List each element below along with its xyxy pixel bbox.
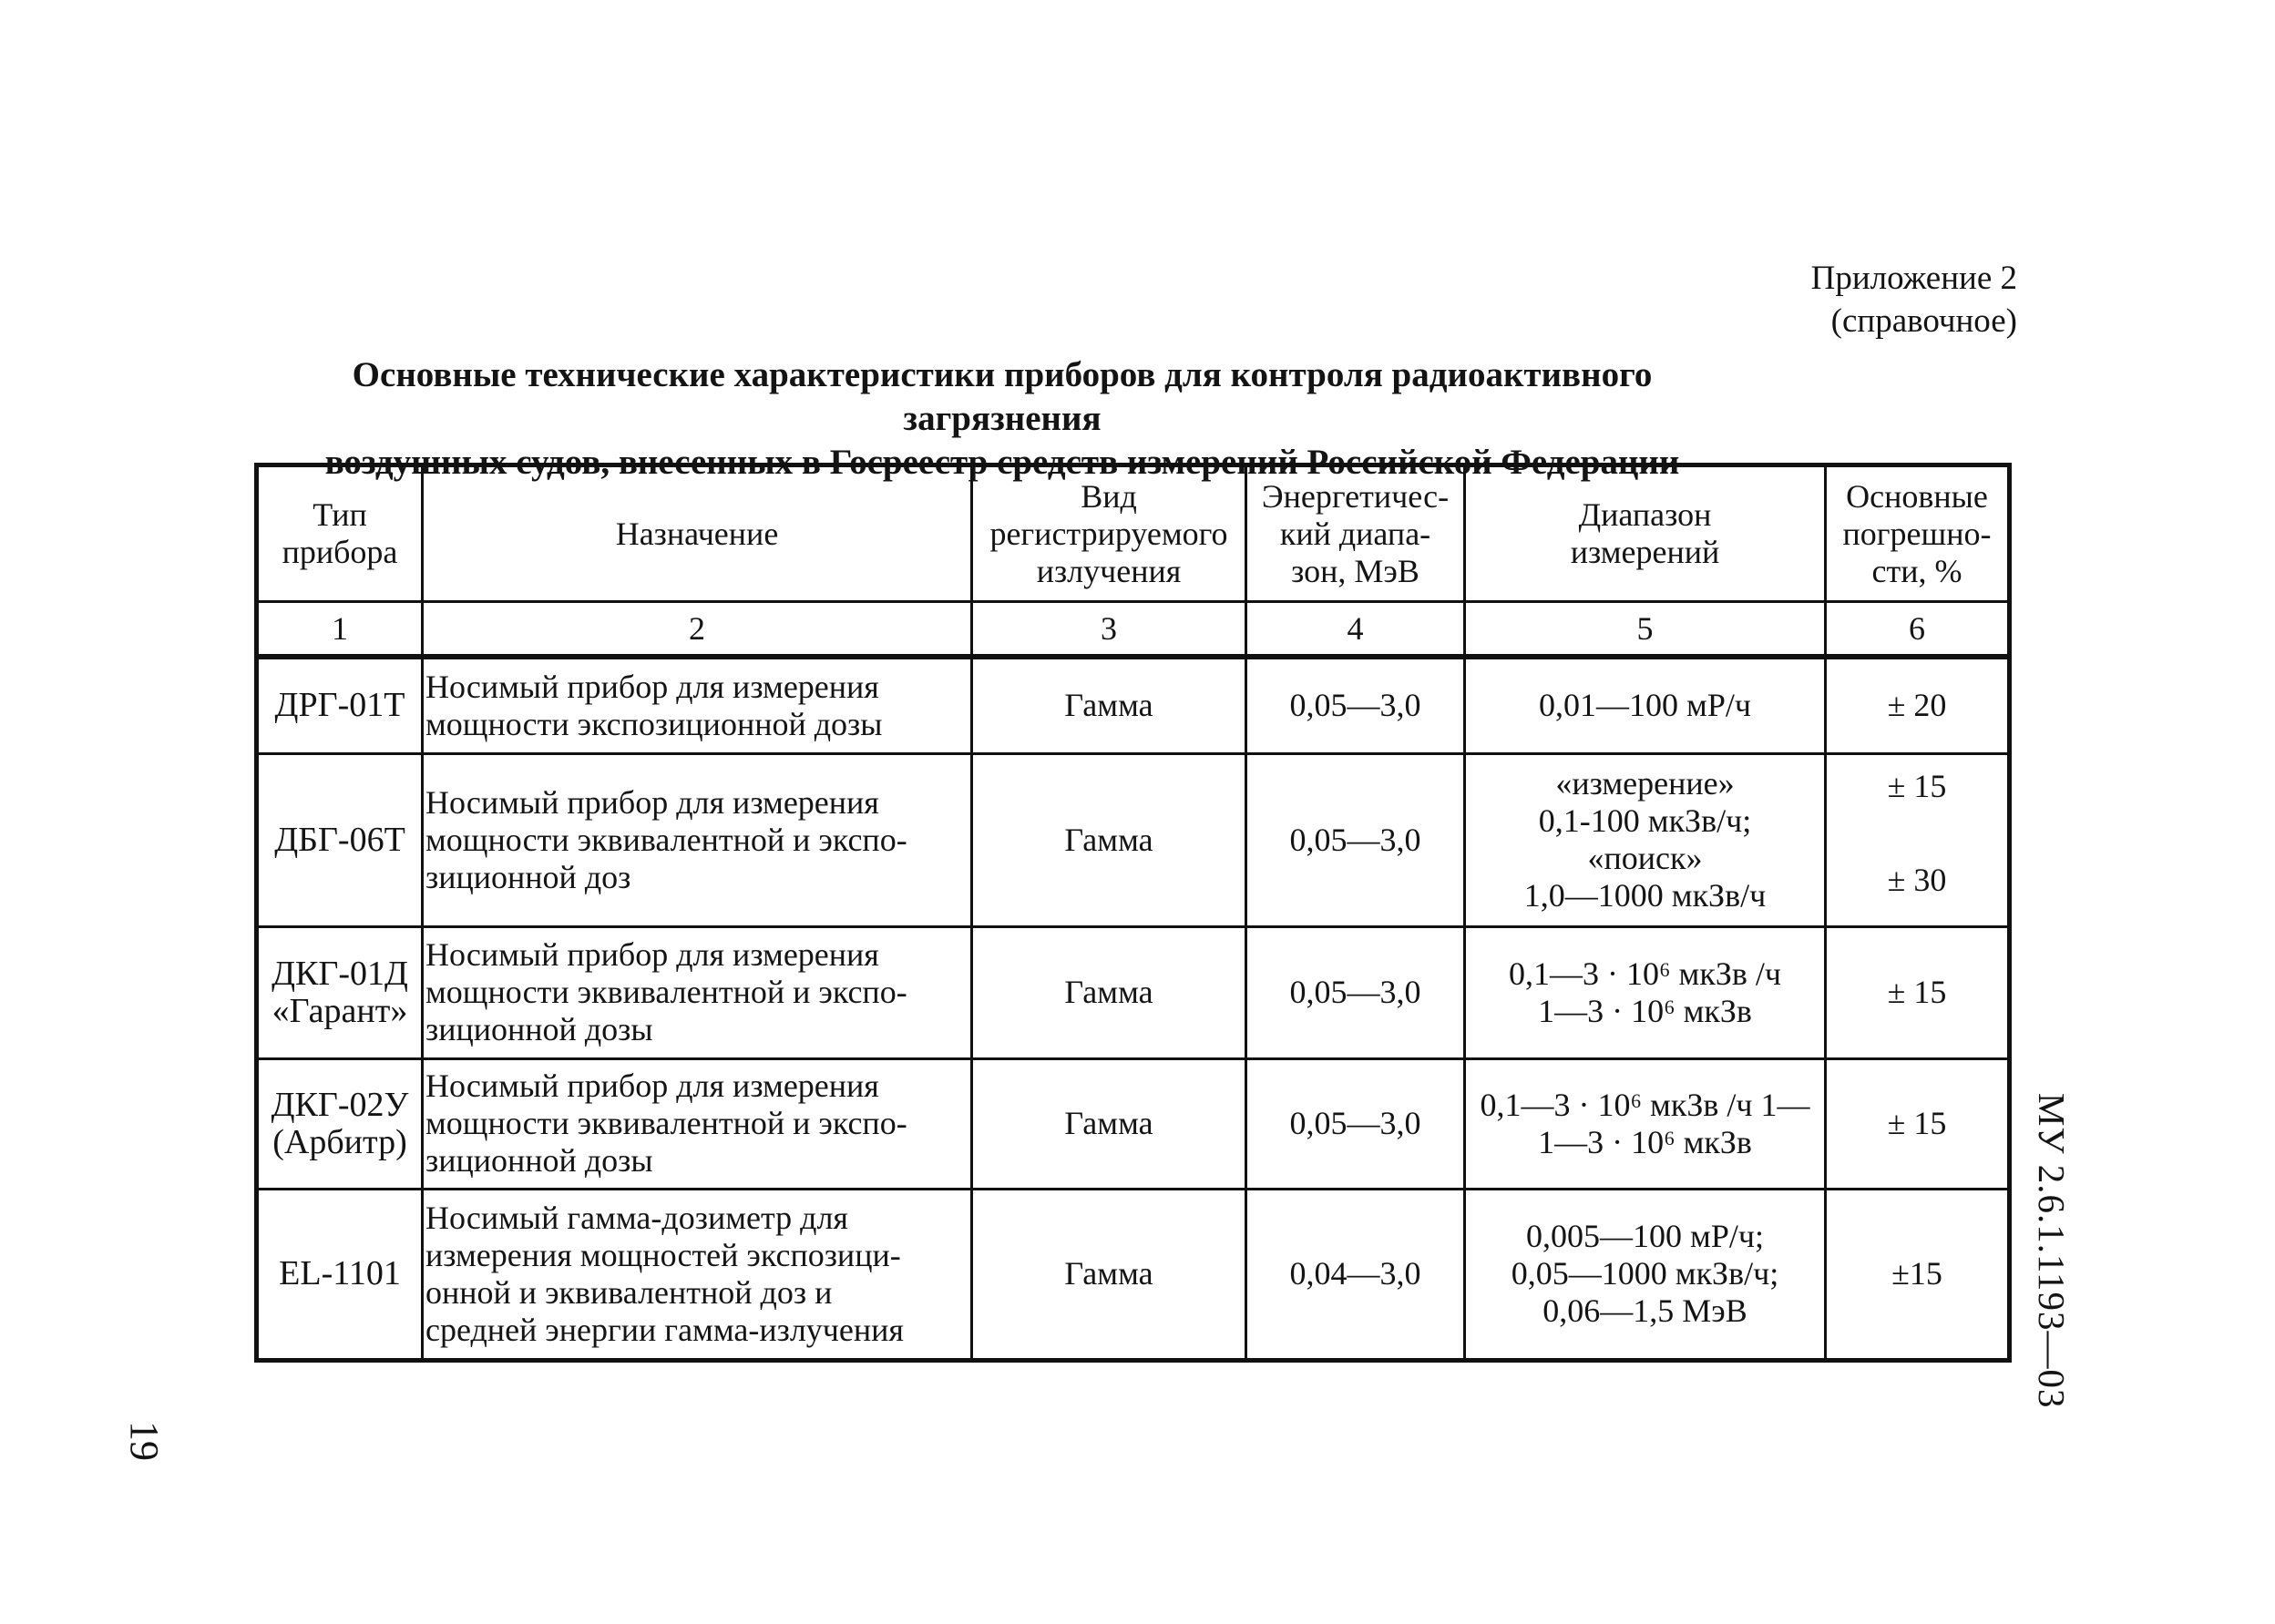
instrument-purpose: Носимый прибор для измерения мощности эквивалентной и экспо- зиционной дозы — [423, 1058, 972, 1189]
measurement-range: 0,1—3 · 10⁶ мкЗв /ч 1— 1—3 · 10⁶ мкЗв — [1465, 1058, 1826, 1189]
instrument-purpose: Носимый прибор для измерения мощности эквивалентной и экспо- зиционной дозы — [423, 926, 972, 1058]
instrument-purpose: Носимый прибор для измерения мощности эквивалентной и экспо- зиционной доз — [423, 753, 972, 926]
energy-range: 0,05—3,0 — [1246, 926, 1465, 1058]
instrument-type: EL-1101 — [257, 1189, 423, 1360]
table-row — [257, 657, 2010, 753]
page-number: 19 — [122, 1421, 167, 1461]
title-line-2: воздушных судов, внесенных в Госреестр средств измерений Российской Федерации — [324, 443, 1680, 482]
energy-range: 0,05—3,0 — [1246, 1058, 1465, 1189]
column-number: 1 — [257, 602, 423, 658]
measurement-range: «измерение» 0,1-100 мкЗв/ч; «поиск» 1,0—1000 мкЗв/ч — [1465, 753, 1826, 926]
measurement-error: ± 20 — [1826, 657, 2010, 753]
energy-range: 0,04—3,0 — [1246, 1189, 1465, 1360]
column-number: 2 — [423, 602, 972, 658]
instrument-type: ДКГ-02У (Арбитр) — [257, 1058, 423, 1189]
instrument-purpose: Носимый гамма-дозиметр для измерения мощностей экспозици- онной и эквивалентной доз и средней энергии гамма-излучения — [423, 1189, 972, 1360]
header-row — [257, 465, 2010, 602]
measurement-range: 0,1—3 · 10⁶ мкЗв /ч 1—3 · 10⁶ мкЗв — [1465, 926, 1826, 1058]
header-purpose: Назначение — [423, 465, 972, 602]
measurement-error: ± 15 — [1826, 926, 2010, 1058]
energy-range: 0,05—3,0 — [1246, 657, 1465, 753]
measurement-error: ± 15 ± 30 — [1826, 753, 2010, 926]
header-error: Основные погрешно- сти, % — [1826, 465, 2010, 602]
header-energy: Энергетичес- кий диапа- зон, МэВ — [1246, 465, 1465, 602]
title-line-1: Основные технические характеристики приборов для контроля радиоактивного загрязнения — [352, 355, 1653, 438]
appendix-number: Приложение 2 — [1810, 260, 2017, 297]
radiation-type: Гамма — [972, 1058, 1246, 1189]
measurement-range: 0,005—100 мР/ч; 0,05—1000 мкЗв/ч; 0,06—1,5 МэВ — [1465, 1189, 1826, 1360]
document-code: МУ 2.6.1.1193—03 — [2031, 1093, 2073, 1409]
appendix-type: (справочное) — [1830, 302, 2017, 340]
instrument-type: ДКГ-01Д «Гарант» — [257, 926, 423, 1058]
instrument-type: ДБГ-06Т — [257, 753, 423, 926]
table-row — [257, 1189, 2010, 1360]
column-number: 5 — [1465, 602, 1826, 658]
measurement-range: 0,01—100 мР/ч — [1465, 657, 1826, 753]
table-row — [257, 1058, 2010, 1189]
measurement-error: ± 15 — [1826, 1058, 2010, 1189]
radiation-type: Гамма — [972, 1189, 1246, 1360]
appendix-label — [1811, 257, 2017, 342]
instrument-type: ДРГ-01Т — [257, 657, 423, 753]
header-radiation: Вид регистрируемого излучения — [972, 465, 1246, 602]
instrument-purpose: Носимый прибор для измерения мощности экспозиционной дозы — [423, 657, 972, 753]
column-number: 6 — [1826, 602, 2010, 658]
column-number-row — [257, 602, 2010, 658]
table-row — [257, 926, 2010, 1058]
radiation-type: Гамма — [972, 753, 1246, 926]
header-type: Тип прибора — [257, 465, 423, 602]
table-row — [257, 753, 2010, 926]
radiation-type: Гамма — [972, 926, 1246, 1058]
column-number: 3 — [972, 602, 1246, 658]
header-range: Диапазон измерений — [1465, 465, 1826, 602]
radiation-type: Гамма — [972, 657, 1246, 753]
energy-range: 0,05—3,0 — [1246, 753, 1465, 926]
instruments-table — [254, 463, 2012, 1363]
column-number: 4 — [1246, 602, 1465, 658]
measurement-error: ±15 — [1826, 1189, 2010, 1360]
